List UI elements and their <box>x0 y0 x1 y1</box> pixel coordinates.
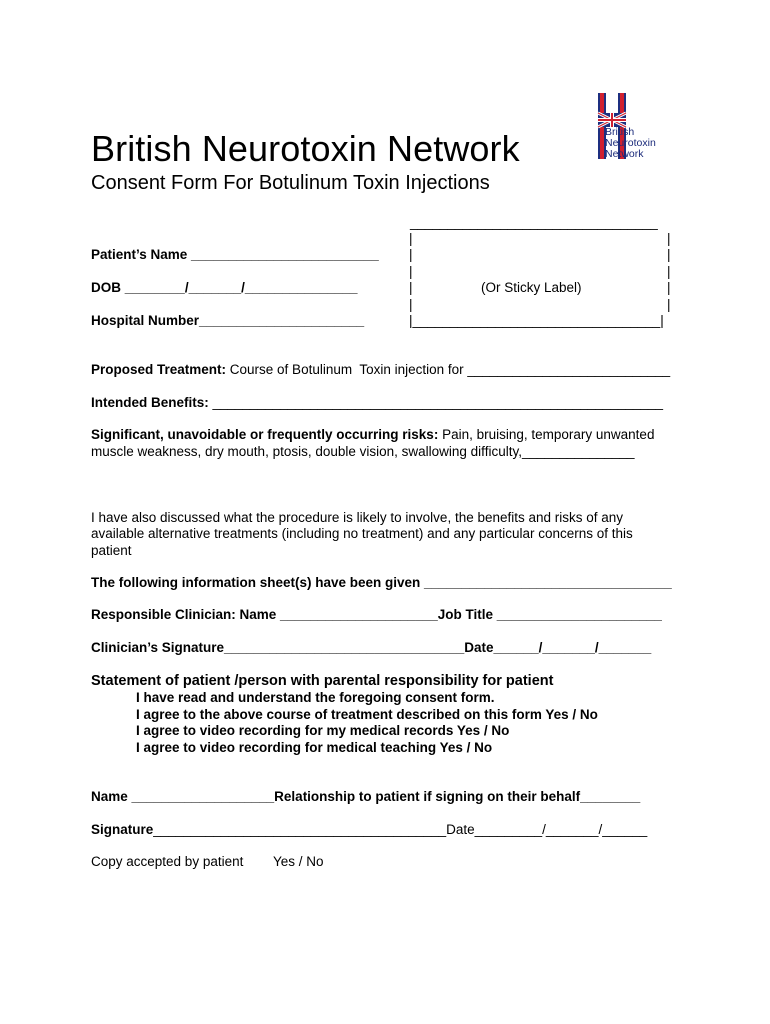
patient-signature-line: _______________________________________Date_________/_______/______ <box>153 822 648 837</box>
risks-label: Significant, unavoidable or frequently occurring risks: <box>91 427 439 442</box>
proposed-treatment-text: Course of Botulinum Toxin injection for ___________________________ <box>226 362 671 377</box>
sticky-label-right-3: | <box>667 264 671 279</box>
clinician-signature-field[interactable]: Clinician’s Signature________________________________Date______/_______/_______ <box>91 640 652 655</box>
proposed-treatment-line[interactable] <box>91 362 670 377</box>
sticky-label-right-5: | <box>667 297 671 312</box>
sticky-label-left-1: | <box>409 231 413 246</box>
statement-heading: Statement of patient /person with parental responsibility for patient <box>91 673 554 689</box>
logo-line-1: British <box>605 126 635 138</box>
patient-signature-field[interactable] <box>91 822 647 837</box>
copy-accepted-label: Copy accepted by patient <box>91 854 244 869</box>
statement-item-2[interactable]: I agree to the above course of treatment described on this form Yes / No <box>136 707 598 722</box>
patient-name-relationship-field[interactable]: Name ___________________Relationship to patient if signing on their behalf________ <box>91 789 641 804</box>
sticky-label-top: _________________________________ <box>410 215 658 230</box>
risks-text-1: Pain, bruising, temporary unwanted <box>438 427 655 442</box>
statement-item-4[interactable]: I agree to video recording for medical teaching Yes / No <box>136 740 493 755</box>
proposed-treatment-label: Proposed Treatment: <box>91 362 227 377</box>
dob-field[interactable]: DOB ________/_______/_______________ <box>91 280 358 295</box>
sticky-label-left-3: | <box>409 264 413 279</box>
hospital-number-field[interactable]: Hospital Number______________________ <box>91 313 365 328</box>
sticky-label-text: (Or Sticky Label) <box>481 280 582 295</box>
sticky-label-right-1: | <box>667 231 671 246</box>
statement-item-1: I have read and understand the foregoing consent form. <box>136 690 495 705</box>
risks-line-1 <box>91 427 654 442</box>
sticky-label-left-5: | <box>409 297 413 312</box>
sticky-label-right-4: | <box>667 280 671 295</box>
sticky-label-right-2: | <box>667 247 671 262</box>
responsible-clinician-field[interactable]: Responsible Clinician: Name _____________________Job Title ______________________ <box>91 607 662 622</box>
statement-item-3[interactable]: I agree to video recording for my medical records Yes / No <box>136 723 510 738</box>
logo-wordmark <box>605 127 656 160</box>
discussion-line-2: available alternative treatments (including no treatment) and any particular concerns of this <box>91 526 633 541</box>
sticky-label-bottom: |_________________________________| <box>409 313 664 328</box>
discussion-line-3: patient <box>91 543 132 558</box>
page-subtitle: Consent Form For Botulinum Toxin Injections <box>91 172 490 194</box>
sticky-label-left-4: | <box>409 280 413 295</box>
discussion-line-1: I have also discussed what the procedure is likely to involve, the benefits and risks of any <box>91 510 624 525</box>
info-sheets-field[interactable]: The following information sheet(s) have been given _________________________________ <box>91 575 672 590</box>
intended-benefits-line[interactable] <box>91 395 663 410</box>
sticky-label-left-2: | <box>409 247 413 262</box>
intended-benefits-text: ____________________________________________________________ <box>208 395 663 410</box>
patient-signature-label: Signature <box>91 822 154 837</box>
copy-accepted-options[interactable]: Yes / No <box>273 854 324 869</box>
risks-text-2[interactable]: muscle weakness, dry mouth, ptosis, double vision, swallowing difficulty,_______________ <box>91 444 635 459</box>
page-title: British Neurotoxin Network <box>91 128 520 169</box>
logo-line-2: Neurotoxin <box>605 137 656 149</box>
patient-name-field[interactable]: Patient’s Name _________________________ <box>91 247 379 262</box>
intended-benefits-label: Intended Benefits: <box>91 395 209 410</box>
logo-line-3: Network <box>605 148 644 160</box>
